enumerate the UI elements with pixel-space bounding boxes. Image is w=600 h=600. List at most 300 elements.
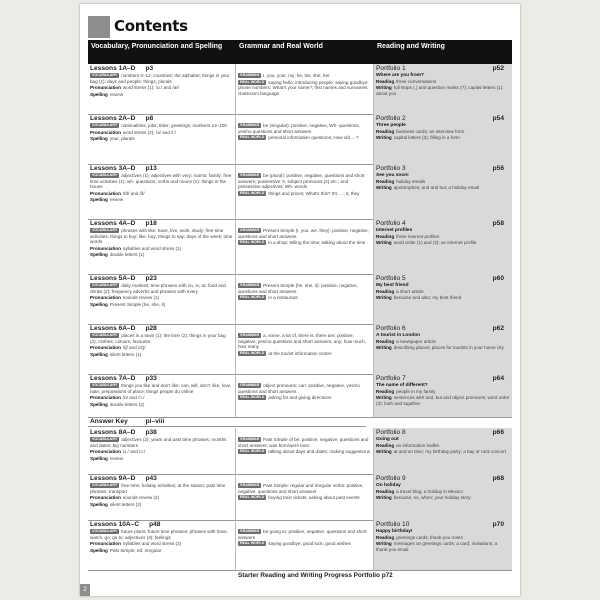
- page-number: 2: [80, 584, 90, 596]
- vocabulary-cell: [88, 114, 236, 164]
- item-label: Writing: [376, 295, 392, 301]
- item-text: sounds review (2): [122, 495, 160, 501]
- item-label: Writing: [376, 541, 392, 547]
- item-label: Spelling: [90, 301, 108, 307]
- vocab-item: [90, 123, 233, 129]
- item-text: saying goodbye; good luck; good wishes: [268, 541, 351, 547]
- portfolio-page: p70: [492, 521, 504, 528]
- section-tag: VOCABULARY: [92, 529, 118, 533]
- vocab-item: [90, 197, 233, 203]
- item-text: people in my family: [396, 388, 436, 394]
- table-row[interactable]: [88, 274, 512, 325]
- grammar-cell: [236, 324, 374, 374]
- grammar-item: [238, 191, 371, 197]
- item-text: apostrophes; and and but; a holiday email: [393, 185, 480, 191]
- table-row[interactable]: [88, 219, 512, 275]
- item-text: an information leaflet: [396, 442, 439, 448]
- reading-item: [376, 135, 510, 141]
- reading-item: [376, 389, 510, 395]
- portfolio-title: Three people: [376, 123, 406, 128]
- item-label: Reading: [376, 488, 395, 494]
- portfolio-title: A tourist in London: [376, 333, 421, 338]
- lesson-name: Lessons 1A–D: [90, 65, 136, 72]
- item-text: I, you, your, my; he, his, she, her: [263, 73, 330, 78]
- item-text: object pronouns; can: positive, negative, yes/no questions and short answers: [238, 383, 360, 394]
- column-header-grammar: Grammar and Real World: [236, 40, 374, 64]
- reading-item: [376, 339, 510, 345]
- section-tag: REAL WORLD: [240, 79, 265, 84]
- item-text: a, some, a lot of, there is, there are; positive, negative, yes/no questions and short answers, any; how much, how many: [238, 333, 366, 350]
- portfolio-cell: [374, 274, 512, 324]
- vocabulary-cell: [88, 324, 236, 374]
- vocabulary-cell: [88, 64, 236, 114]
- title-block-icon: [88, 16, 110, 38]
- grammar-item: [238, 395, 371, 401]
- item-label: Spelling: [90, 351, 108, 357]
- item-label: Spelling: [90, 501, 108, 507]
- vocab-item: [90, 333, 233, 344]
- item-text: double letters (1): [109, 252, 145, 258]
- portfolio-name: Portfolio 2: [376, 115, 406, 122]
- lesson-name: Lessons 4A–D: [90, 220, 136, 227]
- section-tag: VOCABULARY: [92, 173, 118, 177]
- table-row[interactable]: [88, 164, 512, 220]
- item-label: Writing: [376, 185, 392, 191]
- section-tag: VOCABULARY: [92, 283, 118, 287]
- grammar-item: [238, 529, 371, 540]
- grammar-cell: [236, 219, 374, 274]
- item-label: Spelling: [90, 197, 108, 203]
- item-label: Writing: [376, 495, 392, 501]
- item-text: Present Simple (I, you, we, they): positive, negative, questions and short answers: [238, 228, 369, 239]
- table-row[interactable]: [88, 428, 512, 475]
- portfolio-title: On holiday: [376, 483, 401, 488]
- grammar-item: [238, 383, 371, 394]
- section-tag: REAL WORLD: [240, 350, 265, 355]
- lesson-heading[interactable]: [90, 475, 233, 483]
- grammar-item: [238, 135, 371, 141]
- lesson-name: Lessons 10A–C: [90, 521, 140, 528]
- portfolio-heading[interactable]: [376, 325, 510, 333]
- item-text: personal information questions; How old …?: [268, 135, 359, 141]
- item-text: talking about days and dates; making suggestions: [268, 449, 370, 455]
- vocabulary-cell: [88, 374, 236, 417]
- item-text: business cards; an interview form: [396, 128, 465, 134]
- table-row[interactable]: [88, 520, 512, 571]
- grammar-item: [238, 283, 371, 294]
- item-text: things you like and don't like; can, will, don't; like, love, hate; prepositions of place; things people do online: [90, 383, 232, 394]
- page-title: Contents: [114, 17, 188, 35]
- lesson-heading[interactable]: [90, 325, 233, 333]
- item-text: your, plurals: [109, 136, 135, 142]
- portfolio-cell: [374, 164, 512, 219]
- portfolio-title: Happy birthday!: [376, 529, 413, 534]
- item-label: Spelling: [90, 547, 108, 553]
- item-text: capital letters (2); filling in a form: [393, 135, 460, 141]
- vocab-item: [90, 449, 233, 455]
- section-tag: REAL WORLD: [240, 395, 265, 400]
- portfolio-heading[interactable]: [376, 220, 510, 228]
- item-text: word stress (2); /ə/ and /iː/: [122, 129, 176, 135]
- vocab-item: [90, 283, 233, 294]
- grammar-item: [238, 73, 371, 79]
- section-tag: REAL WORLD: [240, 295, 265, 300]
- reading-item: [376, 289, 510, 295]
- item-label: Reading: [376, 338, 395, 344]
- vocab-item: [90, 191, 233, 197]
- vocab-item: [90, 246, 233, 252]
- item-label: Reading: [376, 388, 395, 394]
- portfolio-name: Portfolio 10: [376, 521, 410, 528]
- portfolio-title: My best friend: [376, 283, 409, 288]
- portfolio-heading[interactable]: [376, 375, 510, 383]
- reading-item: [376, 345, 510, 351]
- item-label: Pronunciation: [90, 495, 121, 501]
- lesson-page: p3: [145, 65, 154, 72]
- reading-item: [376, 495, 510, 501]
- item-text: sentences with and, but and object pronouns; word order (3): both and together: [376, 395, 510, 406]
- portfolio-cell: [374, 64, 512, 114]
- lesson-heading[interactable]: [90, 65, 233, 73]
- portfolio-name: Portfolio 4: [376, 220, 406, 227]
- item-text: be (plural): positive, negative, questions and short answers; possessive 's; subject pronouns (2) etc.; and possessive adjectives; Wh- words: [238, 173, 365, 190]
- portfolio-page: p62: [492, 325, 504, 332]
- section-tag: GRAMMAR: [240, 437, 260, 441]
- grammar-item: [238, 483, 371, 494]
- grammar-item: [238, 333, 371, 350]
- portfolio-page: p54: [492, 115, 504, 122]
- item-text: /ɒ/ and /ɔː/: [122, 395, 145, 401]
- reading-item: [376, 395, 510, 406]
- item-text: greetings cards; thank-you notes: [396, 534, 463, 540]
- reading-item: [376, 535, 510, 541]
- grammar-cell: [236, 64, 374, 114]
- lesson-heading[interactable]: [90, 521, 233, 529]
- item-label: Pronunciation: [90, 245, 121, 251]
- vocab-item: [90, 345, 233, 351]
- portfolio-name: Portfolio 9: [376, 475, 406, 482]
- vocab-item: [90, 302, 233, 308]
- lesson-heading[interactable]: [90, 115, 233, 123]
- lesson-page: p33: [145, 375, 157, 382]
- portfolio-name: Portfolio 1: [376, 65, 406, 72]
- lesson-page: p23: [145, 275, 157, 282]
- lesson-page: p38: [145, 429, 157, 436]
- portfolio-cell: [374, 374, 512, 417]
- portfolio-title: Going out: [376, 437, 399, 442]
- item-label: Pronunciation: [90, 541, 121, 547]
- lesson-page: p28: [145, 325, 157, 332]
- grammar-cell: [236, 474, 374, 520]
- vocabulary-cell: [88, 428, 236, 474]
- item-text: things and prices; What's this? It's …; it, they: [268, 190, 360, 196]
- vocabulary-cell: [88, 274, 236, 324]
- portfolio-name: Portfolio 6: [376, 325, 406, 332]
- item-label: Pronunciation: [90, 129, 121, 135]
- lesson-name: Lessons 3A–D: [90, 165, 136, 172]
- vocab-item: [90, 85, 233, 91]
- item-label: Reading: [376, 128, 395, 134]
- portfolio-heading[interactable]: [376, 521, 510, 529]
- vocab-item: [90, 541, 233, 547]
- reading-item: [376, 79, 510, 85]
- section-tag: REAL WORLD: [240, 240, 265, 245]
- grammar-item: [238, 173, 371, 190]
- item-text: review: [109, 197, 124, 203]
- section-tag: GRAMMAR: [240, 173, 260, 177]
- lesson-name: Lessons 7A–D: [90, 375, 136, 382]
- item-text: silent letters (1): [109, 351, 142, 357]
- vocab-item: [90, 395, 233, 401]
- section-tag: VOCABULARY: [92, 437, 118, 441]
- item-text: messages on greetings cards; a card; invitations; a thank-you email: [376, 541, 498, 552]
- section-tag: GRAMMAR: [240, 228, 260, 232]
- section-tag: GRAMMAR: [240, 383, 260, 387]
- item-text: review: [109, 455, 124, 461]
- item-text: syllables and word stress (2): [122, 541, 182, 547]
- lesson-heading[interactable]: [90, 375, 233, 383]
- vocabulary-cell: [88, 520, 236, 570]
- section-tag: GRAMMAR: [240, 483, 260, 487]
- vocab-item: [90, 495, 233, 501]
- reading-item: [376, 234, 510, 240]
- section-tag: VOCABULARY: [92, 73, 118, 77]
- item-text: in a restaurant: [268, 295, 298, 301]
- item-label: Spelling: [90, 455, 108, 461]
- section-tag: REAL WORLD: [240, 135, 265, 140]
- portfolio-name: Portfolio 5: [376, 275, 406, 282]
- vocab-item: [90, 456, 233, 462]
- portfolio-heading[interactable]: [376, 475, 510, 483]
- section-tag: VOCABULARY: [92, 483, 118, 487]
- section-tag: VOCABULARY: [92, 383, 118, 387]
- item-text: daily routines; time phrases with on, in, at; food and drinks (2); frequency adverbs and phrases with every: [90, 283, 226, 294]
- grammar-cell: [236, 114, 374, 164]
- grammar-cell: [236, 164, 374, 219]
- grammar-cell: [236, 274, 374, 324]
- vocab-item: [90, 173, 233, 190]
- item-text: free time; holiday activities; at the station; past time phrases; transport: [90, 483, 226, 494]
- portfolio-page: p60: [492, 275, 504, 282]
- item-text: /tð/ and /ð/: [122, 190, 145, 196]
- item-text: sounds review (1): [122, 295, 160, 301]
- reading-item: [376, 85, 510, 96]
- item-text: /tʃ/ and /dʒ/: [122, 345, 146, 351]
- lesson-page: p8: [145, 115, 154, 122]
- section-tag: VOCABULARY: [92, 228, 118, 232]
- lesson-heading[interactable]: [90, 275, 233, 283]
- item-text: Past Simple; ed; irregular: [109, 547, 162, 553]
- item-label: Writing: [376, 135, 392, 141]
- reading-item: [376, 295, 510, 301]
- lesson-page: p13: [145, 165, 157, 172]
- item-text: places in a town (1); the time (2); things in your bag (2); clothes; colours; favourite: [90, 333, 226, 344]
- vocab-item: [90, 130, 233, 136]
- lesson-page: p18: [145, 220, 157, 227]
- vocab-item: [90, 502, 233, 508]
- vocab-item: [90, 352, 233, 358]
- item-text: /ɜː/ and /ɔː/: [122, 449, 146, 455]
- grammar-cell: [236, 428, 374, 474]
- item-text: Past Simple of be: positive, negative, questions and short answers; was born/were born: [238, 437, 369, 448]
- item-text: because, so, when; your holiday story: [393, 495, 471, 501]
- item-label: Pronunciation: [90, 345, 121, 351]
- lesson-heading[interactable]: [90, 429, 233, 437]
- item-text: word order (1) and (2); an internet profile: [393, 240, 477, 246]
- vocab-item: [90, 295, 233, 301]
- reading-item: [376, 185, 510, 191]
- section-tag: REAL WORLD: [240, 449, 265, 454]
- item-text: a travel blog; a holiday in Mexico: [396, 488, 463, 494]
- item-label: Reading: [376, 178, 395, 184]
- item-text: double letters (2): [109, 401, 145, 407]
- reading-item: [376, 179, 510, 185]
- vocab-item: [90, 402, 233, 408]
- vocab-item: [90, 437, 233, 448]
- vocabulary-cell: [88, 219, 236, 274]
- item-label: Spelling: [90, 401, 108, 407]
- answer-key-row[interactable]: [88, 417, 366, 427]
- item-text: Past Simple: regular and irregular verbs: positive, negative, questions and short answers: [238, 483, 364, 494]
- grammar-cell: [236, 374, 374, 417]
- lesson-name: Lessons 6A–D: [90, 325, 136, 332]
- portfolio-cell: [374, 428, 512, 474]
- lesson-name: Lessons 5A–D: [90, 275, 136, 282]
- item-text: syllables and word stress (1): [122, 245, 182, 251]
- item-label: Writing: [376, 345, 392, 351]
- portfolio-title: Internet profiles: [376, 228, 413, 233]
- portfolio-title: The name of different?: [376, 383, 428, 388]
- portfolio-title: See you soon!: [376, 173, 409, 178]
- lesson-page: p48: [149, 521, 161, 528]
- portfolio-heading[interactable]: [376, 115, 510, 123]
- portfolio-page: p64: [492, 375, 504, 382]
- item-text: review: [109, 91, 124, 97]
- item-text: silent letters (2): [109, 501, 142, 507]
- grammar-item: [238, 495, 371, 501]
- portfolio-page: p52: [492, 65, 504, 72]
- table-row[interactable]: [88, 374, 512, 418]
- item-text: word stress (1); /ɑː/ and /æ/: [122, 85, 180, 91]
- portfolio-heading[interactable]: [376, 275, 510, 283]
- grammar-item: [238, 541, 371, 547]
- portfolio-heading[interactable]: [376, 165, 510, 173]
- portfolio-page: p66: [492, 429, 504, 436]
- item-text: saying hello; introducing people; saying goodbye; phone numbers; What's your name?; first names and surnames; classroom language: [238, 79, 369, 96]
- section-tag: REAL WORLD: [240, 541, 265, 546]
- item-text: at the tourist information centre: [268, 350, 332, 356]
- portfolio-heading[interactable]: [376, 65, 510, 73]
- item-text: future plans; future time phrases; phrases with have, watch, go; go to; adjectives (3); feelings: [90, 529, 228, 540]
- section-tag: GRAMMAR: [240, 333, 260, 337]
- vocab-item: [90, 252, 233, 258]
- lesson-heading[interactable]: [90, 165, 233, 173]
- starter-portfolio-row[interactable]: Starter Reading and Writing Progress Portfolio p72: [238, 572, 393, 579]
- reading-item: [376, 443, 510, 449]
- table-row[interactable]: [88, 324, 512, 375]
- portfolio-page: p56: [492, 165, 504, 172]
- item-label: Writing: [376, 449, 392, 455]
- item-label: Writing: [376, 240, 392, 246]
- table-row[interactable]: [88, 64, 512, 115]
- table-row[interactable]: [88, 474, 512, 521]
- portfolio-cell: [374, 474, 512, 520]
- item-label: Reading: [376, 288, 395, 294]
- grammar-cell: [236, 520, 374, 570]
- item-text: nationalities; jobs; titles; greetings; numbers 13–100: [121, 123, 227, 128]
- item-label: Spelling: [90, 136, 108, 142]
- item-text: three conversations: [396, 78, 437, 84]
- item-text: full stops (.) and question marks (?); capital letters (1): about you: [376, 85, 504, 96]
- item-text: a newspaper article: [396, 338, 436, 344]
- item-text: in a shop; telling the time; talking about the time: [268, 240, 366, 246]
- portfolio-cell: [374, 520, 512, 570]
- portfolio-name: Portfolio 3: [376, 165, 406, 172]
- section-tag: GRAMMAR: [240, 283, 260, 287]
- vocab-item: [90, 228, 233, 245]
- grammar-item: [238, 295, 371, 301]
- item-label: Pronunciation: [90, 449, 121, 455]
- item-text: asking for and giving directions: [268, 395, 332, 401]
- table-row[interactable]: [88, 114, 512, 165]
- item-label: Spelling: [90, 252, 108, 258]
- grammar-item: [238, 123, 371, 134]
- grammar-item: [238, 240, 371, 246]
- reading-item: [376, 240, 510, 246]
- vocab-item: [90, 136, 233, 142]
- portfolio-title: Where are you from?: [376, 73, 424, 78]
- portfolio-heading[interactable]: [376, 429, 510, 437]
- item-text: be going to: positive, negative, questions and short answers: [238, 529, 367, 540]
- vocab-item: [90, 548, 233, 554]
- vocab-item: [90, 483, 233, 494]
- section-tag: REAL WORLD: [240, 495, 265, 500]
- portfolio-name: Portfolio 7: [376, 375, 406, 382]
- lesson-name: Lessons 8A–D: [90, 429, 136, 436]
- grammar-item: [238, 449, 371, 455]
- section-tag: GRAMMAR: [240, 123, 260, 127]
- item-label: Spelling: [90, 91, 108, 97]
- portfolio-cell: [374, 219, 512, 274]
- portfolio-name: Portfolio 8: [376, 429, 406, 436]
- column-header-vocabulary: Vocabulary, Pronunciation and Spelling: [88, 40, 236, 64]
- item-label: Reading: [376, 442, 395, 448]
- portfolio-cell: [374, 324, 512, 374]
- vocab-item: [90, 383, 233, 394]
- item-label: Pronunciation: [90, 190, 121, 196]
- vocab-item: [90, 92, 233, 98]
- item-text: a short article: [396, 288, 424, 294]
- item-text: Present Simple (he, she, it): positive, negative, questions and short answers: [238, 283, 358, 294]
- lesson-heading[interactable]: [90, 220, 233, 228]
- vocab-item: [90, 529, 233, 540]
- section-tag: GRAMMAR: [240, 73, 260, 77]
- item-text: buying train tickets; asking about past events: [268, 495, 360, 501]
- item-text: be (singular): positive, negative, Wh- questions, yes/no questions and short answers: [238, 123, 360, 134]
- item-label: Reading: [376, 78, 395, 84]
- item-label: Pronunciation: [90, 395, 121, 401]
- section-tag: REAL WORLD: [240, 190, 265, 195]
- portfolio-page: p58: [492, 220, 504, 227]
- item-text: numbers 0–12; countries; the alphabet; things in your bag (1); days and people; things; plurals: [90, 73, 230, 84]
- item-text: adjectives (1); adjectives with very; rooms; family; free time activities (1); wh- questions; verbs and nouns (1): things in the house: [90, 173, 232, 190]
- grammar-item: [238, 228, 371, 239]
- item-text: holiday emails: [396, 178, 426, 184]
- grammar-item: [238, 80, 371, 97]
- portfolio-cell: [374, 114, 512, 164]
- contents-page: [80, 4, 520, 596]
- item-text: at and on time; my birthday party; a bay or rock concert: [393, 449, 507, 455]
